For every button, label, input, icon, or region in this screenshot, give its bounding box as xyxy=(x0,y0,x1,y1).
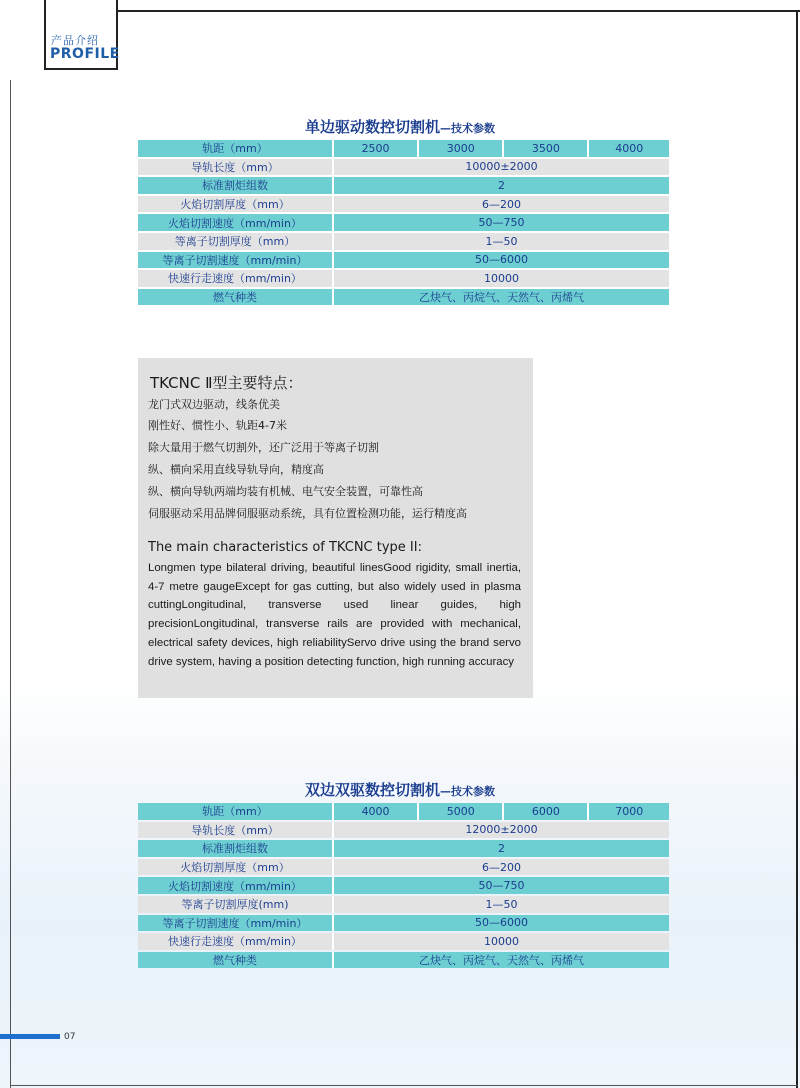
table-row xyxy=(138,915,669,932)
row-label: 火焰切割厚度（mm） xyxy=(138,859,334,876)
row-value: 10000 xyxy=(334,933,669,950)
row-value: 乙炔气、丙烷气、天然气、丙烯气 xyxy=(334,952,669,969)
feature-line: 纵、横向导轨两端均装有机械、电气安全装置，可靠性高 xyxy=(148,485,423,498)
frame-left-line xyxy=(10,80,11,1088)
row-label: 火焰切割厚度（mm） xyxy=(138,196,334,213)
table-row xyxy=(138,952,669,969)
table-row xyxy=(138,289,669,306)
table1-subtitle: —技术参数 xyxy=(440,122,495,135)
row-label: 快速行走速度（mm/min） xyxy=(138,933,334,950)
table-row xyxy=(138,177,669,194)
table-row xyxy=(138,214,669,231)
gauge-value: 5000 xyxy=(419,803,504,820)
table2-subtitle: —技术参数 xyxy=(440,785,495,798)
row-value: 6—200 xyxy=(334,859,669,876)
table-row xyxy=(138,252,669,269)
table-row xyxy=(138,896,669,913)
row-value: 2 xyxy=(334,840,669,857)
frame-bottom-line xyxy=(10,1085,798,1086)
features-en-body: Longmen type bilateral driving, beautiful linesGood rigidity, small inertia, 4-7 metre gaugeExcept for gas cutting, but also widely used in plasma cuttingLongitudinal, transverse used linear guides, high precisionLongitudinal, transverse rails are provided with mechanical, electrical safety devices, high reliabilityServo drive using the brand servo drive system, having a position detecting function, high running accuracy xyxy=(148,562,521,668)
row-label: 轨距（mm） xyxy=(138,803,334,820)
row-label: 火焰切割速度（mm/min） xyxy=(138,214,334,231)
footer-accent-bar xyxy=(0,1034,60,1039)
table-row xyxy=(138,233,669,250)
row-value: 50—750 xyxy=(334,214,669,231)
table-row xyxy=(138,877,669,894)
page-number: 07 xyxy=(64,1032,76,1042)
table-row xyxy=(138,140,669,157)
row-value: 12000±2000 xyxy=(334,822,669,839)
features-title: TKCNC Ⅱ型主要特点： xyxy=(150,374,303,392)
row-value: 1—50 xyxy=(334,896,669,913)
features-panel xyxy=(138,358,533,698)
table-row xyxy=(138,859,669,876)
row-label: 等离子切割厚度(mm) xyxy=(138,896,334,913)
row-label: 等离子切割速度（mm/min） xyxy=(138,915,334,932)
frame-right-line xyxy=(796,10,798,1088)
row-value: 10000±2000 xyxy=(334,159,669,176)
table-row xyxy=(138,196,669,213)
gauge-value: 2500 xyxy=(334,140,419,157)
row-label: 标准割炬组数 xyxy=(138,177,334,194)
table1-title: 单边驱动数控切割机 xyxy=(304,118,440,136)
row-label: 火焰切割速度（mm/min） xyxy=(138,877,334,894)
row-label: 导轨长度（mm） xyxy=(138,159,334,176)
row-value: 2 xyxy=(334,177,669,194)
header-label-en: PROFILE xyxy=(50,46,120,62)
table2-title: 双边双驱数控切割机 xyxy=(304,781,440,799)
row-value: 50—6000 xyxy=(334,252,669,269)
row-value: 50—6000 xyxy=(334,915,669,932)
gauge-value: 4000 xyxy=(334,803,419,820)
features-en-title: The main characteristics of TKCNC type II: xyxy=(148,540,422,555)
row-value: 乙炔气、丙烷气、天然气、丙烯气 xyxy=(334,289,669,306)
gauge-value: 3500 xyxy=(504,140,589,157)
feature-line: 纵、横向采用直线导轨导向，精度高 xyxy=(148,463,324,476)
gauge-value: 6000 xyxy=(504,803,589,820)
row-value: 6—200 xyxy=(334,196,669,213)
table-row xyxy=(138,270,669,287)
row-label: 标准割炬组数 xyxy=(138,840,334,857)
row-label: 燃气种类 xyxy=(138,289,334,306)
feature-line: 伺服驱动采用品牌伺服驱动系统，具有位置检测功能，运行精度高 xyxy=(148,507,467,520)
feature-line: 除大量用于燃气切割外，还广泛用于等离子切割 xyxy=(148,441,379,454)
row-label: 快速行走速度（mm/min） xyxy=(138,270,334,287)
spec-table-2 xyxy=(138,801,669,970)
row-value: 1—50 xyxy=(334,233,669,250)
row-label: 等离子切割厚度（mm） xyxy=(138,233,334,250)
gauge-value: 4000 xyxy=(589,140,669,157)
row-value: 10000 xyxy=(334,270,669,287)
table2-title-block xyxy=(0,779,800,800)
table1-title-block xyxy=(0,116,800,137)
gauge-value: 7000 xyxy=(589,803,669,820)
frame-top-line xyxy=(117,10,800,12)
row-label: 轨距（mm） xyxy=(138,140,334,157)
gauge-value: 3000 xyxy=(419,140,504,157)
row-label: 等离子切割速度（mm/min） xyxy=(138,252,334,269)
table-row xyxy=(138,803,669,820)
table-row xyxy=(138,840,669,857)
table-row xyxy=(138,933,669,950)
row-label: 导轨长度（mm） xyxy=(138,822,334,839)
feature-line: 龙门式双边驱动，线条优美 xyxy=(148,398,280,411)
row-value: 50—750 xyxy=(334,877,669,894)
table-row xyxy=(138,822,669,839)
spec-table-1 xyxy=(138,138,669,307)
table-row xyxy=(138,159,669,176)
header-label-cn: 产品介绍 xyxy=(51,34,99,47)
feature-line: 刚性好、惯性小、轨距4-7米 xyxy=(148,419,287,432)
row-label: 燃气种类 xyxy=(138,952,334,969)
